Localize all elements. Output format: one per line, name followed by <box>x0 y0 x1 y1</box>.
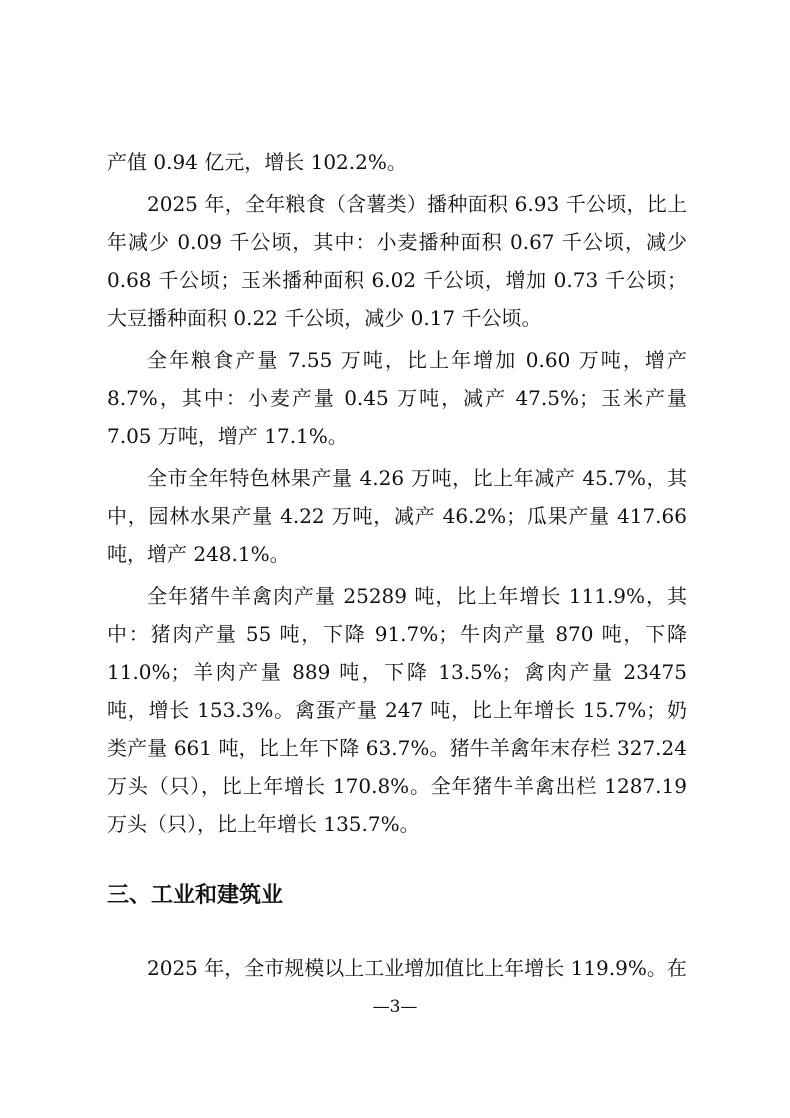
paragraph-continuation: 产值 0.94 亿元，增长 102.2%。 <box>107 150 407 174</box>
paragraph-sown-area: 2025 年，全年粮食（含薯类）播种面积 6.93 千公顷，比上年减少 0.09 千公顷，其中：小麦播种面积 0.67 千公顷，减少 0.68 千公顷；玉米播种面积 6.02 千公顷，增加 0.73 千公顷；大豆播种面积 0.22 千公顷，减少 0.17 千公顷。 <box>107 192 687 330</box>
paragraph-grain-output: 全年粮食产量 7.55 万吨，比上年增加 0.60 万吨，增产 8.7%，其中：小麦产量 0.45 万吨，减产 47.5%；玉米产量 7.05 万吨，增产 17.1%。 <box>107 348 687 448</box>
paragraph-fruit-output: 全市全年特色林果产量 4.26 万吨，比上年减产 45.7%，其中，园林水果产量 4.22 万吨，减产 46.2%；瓜果产量 417.66 吨，增产 248.1%。 <box>107 466 687 566</box>
body-text <box>107 143 687 987</box>
paragraph-industry: 2025 年，全市规模以上工业增加值比上年增长 119.9%。在 <box>147 956 687 980</box>
page-number: —3— <box>372 997 418 1017</box>
section-heading: 三、工业和建筑业 <box>107 883 284 908</box>
paragraph-meat-output: 全年猪牛羊禽肉产量 25289 吨，比上年增长 111.9%，其中：猪肉产量 55 吨，下降 91.7%；牛肉产量 870 吨，下降 11.0%；羊肉产量 889 吨，下降 13.5%；禽肉产量 23475 吨，增长 153.3%。禽蛋产量 247 吨，比上年增长 15.7%；奶类产量 661 吨，比上年下降 63.7%。猪牛羊禽年末存栏 327.24 万头（只），比上年增长 170.8%。全年猪牛羊禽出栏 1287.19 万头（只），比上年增长 135.7%。 <box>107 584 687 836</box>
